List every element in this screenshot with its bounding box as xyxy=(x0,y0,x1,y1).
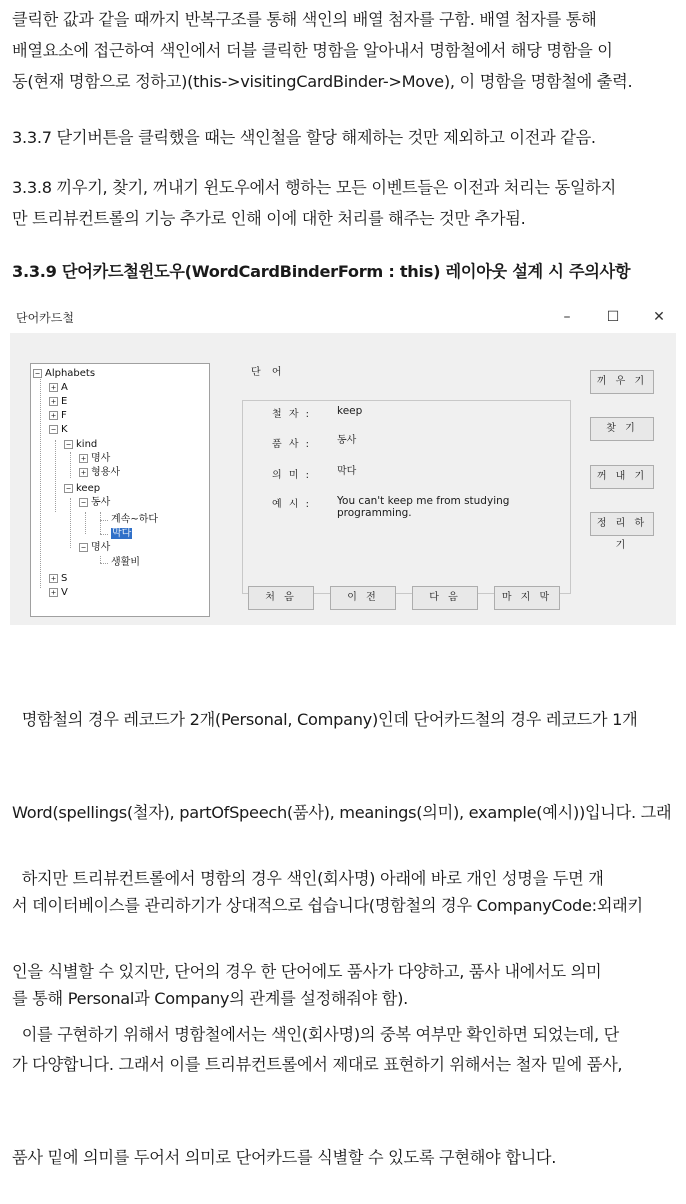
text-line: 만 트리뷰컨트롤의 기능 추가로 인해 이에 대한 처리를 해주는 것만 추가됨. xyxy=(12,209,526,228)
groupbox-label: 단 어 xyxy=(248,363,289,378)
meaning-value: 막다 xyxy=(337,466,357,477)
tree-node-keep-noun[interactable] xyxy=(79,542,110,554)
tree-node-label: kind xyxy=(76,439,98,450)
tree-node-root[interactable] xyxy=(33,368,95,380)
tree-node-kind[interactable] xyxy=(64,439,97,451)
expand-icon[interactable]: + xyxy=(49,397,58,406)
tree-node-label: 동사 xyxy=(91,497,111,508)
text-line: 하지만 트리뷰컨트롤에서 명함의 경우 색인(회사명) 아래에 바로 개인 성명을 두면 개 xyxy=(12,869,604,888)
text-line: 3.3.8 끼우기, 찾기, 꺼내기 윈도우에서 행하는 모든 이벤트들은 이전과 처리는 동일하지 xyxy=(12,178,616,197)
tree-node-meaning-prevent[interactable] xyxy=(111,528,132,540)
tree-node-label: keep xyxy=(76,483,101,494)
tree-node-label: 생활비 xyxy=(111,557,140,568)
collapse-icon[interactable]: − xyxy=(79,543,88,552)
word-card-binder-window xyxy=(10,303,676,625)
tree-node-label: A xyxy=(61,382,68,393)
section-3-3-9-heading xyxy=(12,256,676,287)
collapse-icon[interactable]: − xyxy=(79,498,88,507)
index-tree-view[interactable] xyxy=(30,363,210,617)
text-line: 품사 밑에 의미를 두어서 의미로 단어카드를 식별할 수 있도록 구현해야 합니다. xyxy=(12,1148,557,1167)
tree-node-label: F xyxy=(61,410,67,421)
example-label: 예 시 : xyxy=(272,499,312,510)
tree-node-s[interactable] xyxy=(49,573,67,585)
text-line: 명함철의 경우 레코드가 2개(Personal, Company)인데 단어카드철의 경우 레코드가 1개 xyxy=(12,710,638,729)
part-of-speech-value: 동사 xyxy=(337,435,357,446)
spelling-value: keep xyxy=(337,405,363,417)
intro-paragraph xyxy=(12,4,676,97)
text-line: 이를 구현하기 위해서 명함철에서는 색인(회사명)의 중복 여부만 확인하면 되었는데, 단 xyxy=(12,1025,619,1044)
expand-icon[interactable]: + xyxy=(49,383,58,392)
window-title: 단어카드철 xyxy=(16,311,74,325)
expand-icon[interactable]: + xyxy=(79,454,88,463)
expand-icon[interactable]: + xyxy=(49,574,58,583)
first-button[interactable]: 처 음 xyxy=(248,586,314,610)
tree-node-label-selected: 막다 xyxy=(112,528,132,539)
close-icon[interactable]: ✕ xyxy=(653,309,665,325)
section-3-3-8 xyxy=(12,172,676,234)
tree-node-e[interactable] xyxy=(49,396,67,408)
body-paragraph-3 xyxy=(12,957,676,1081)
arrange-button[interactable]: 정 리 하 기 xyxy=(590,512,654,536)
expand-icon[interactable]: + xyxy=(49,588,58,597)
collapse-icon[interactable]: − xyxy=(64,440,73,449)
meaning-label: 의 미 : xyxy=(272,470,312,481)
text-line: 를 통해 Personal과 Company의 관계를 설정해줘야 함). xyxy=(12,989,408,1008)
window-titlebar xyxy=(10,303,676,331)
tree-node-label: 계속~하다 xyxy=(111,514,159,525)
tree-node-a[interactable] xyxy=(49,382,68,394)
text-line: 동(현재 명함으로 정하고)(this->visitingCardBinder->Move), 이 명함을 명함철에 출력. xyxy=(12,72,633,91)
collapse-icon[interactable]: − xyxy=(33,369,42,378)
tree-node-label: V xyxy=(61,587,68,598)
text-line: 가 다양합니다. 그래서 이를 트리뷰컨트롤에서 제대로 표현하기 위해서는 철자 밑에 품사, xyxy=(12,1055,623,1074)
collapse-icon[interactable]: − xyxy=(64,484,73,493)
tree-node-keep[interactable] xyxy=(64,483,100,495)
minimize-icon[interactable]: – xyxy=(563,309,571,325)
last-button[interactable]: 마 지 막 xyxy=(494,586,560,610)
tree-node-label: K xyxy=(61,424,68,435)
tree-node-keep-verb[interactable] xyxy=(79,497,110,509)
next-button[interactable]: 다 음 xyxy=(412,586,478,610)
expand-icon[interactable]: + xyxy=(49,411,58,420)
find-button[interactable]: 찾 기 xyxy=(590,417,654,441)
window-client-area xyxy=(10,333,676,625)
expand-icon[interactable]: + xyxy=(79,468,88,477)
tree-node-label: S xyxy=(61,573,68,584)
tree-node-meaning-living-cost[interactable] xyxy=(111,557,140,569)
text-line: 클릭한 값과 같을 때까지 반복구조를 통해 색인의 배열 첨자를 구함. 배열 첨자를 통해 xyxy=(12,10,597,29)
part-of-speech-label: 품 사 : xyxy=(272,439,312,450)
tree-node-label: 명사 xyxy=(91,453,111,464)
maximize-icon[interactable]: ☐ xyxy=(606,309,620,325)
tree-node-f[interactable] xyxy=(49,410,67,422)
tree-node-label: 형용사 xyxy=(91,467,120,478)
take-out-button[interactable]: 꺼 내 기 xyxy=(590,465,654,489)
tree-node-kind-adjective[interactable] xyxy=(79,467,120,479)
text-line: 서 데이터베이스를 관리하기가 상대적으로 쉽습니다(명함철의 경우 CompanyCode:외래키 xyxy=(12,896,643,915)
tree-node-label: E xyxy=(61,396,68,407)
text-line: 배열요소에 접근하여 색인에서 더블 클릭한 명함을 알아내서 명함철에서 해당 명함을 이 xyxy=(12,41,613,60)
tree-node-label: Alphabets xyxy=(45,368,96,379)
previous-button[interactable]: 이 전 xyxy=(330,586,396,610)
example-value: You can't keep me from studying programming. xyxy=(337,495,510,519)
insert-button[interactable]: 끼 우 기 xyxy=(590,370,654,394)
text-line: 3.3.7 닫기버튼을 클릭했을 때는 색인철을 할당 해제하는 것만 제외하고 이전과 같음. xyxy=(12,128,596,147)
tree-node-v[interactable] xyxy=(49,587,68,599)
text-line: 인을 식별할 수 있지만, 단어의 경우 한 단어에도 품사가 다양하고, 품사 내에서도 의미 xyxy=(12,962,602,981)
text-line: Word(spellings(철자), partOfSpeech(품사), meanings(의미), example(예시))입니다. 그래 xyxy=(12,803,672,822)
collapse-icon[interactable]: − xyxy=(49,425,58,434)
tree-node-meaning-continue[interactable] xyxy=(111,514,158,526)
spelling-label: 철 자 : xyxy=(272,409,312,420)
tree-node-label: 명사 xyxy=(91,542,111,553)
section-3-3-7 xyxy=(12,122,676,153)
tree-node-kind-noun[interactable] xyxy=(79,453,110,465)
tree-node-k[interactable] xyxy=(49,424,68,436)
heading-text: 3.3.9 단어카드철윈도우(WordCardBinderForm : this) 레이아웃 설계 시 주의사항 xyxy=(12,262,631,281)
